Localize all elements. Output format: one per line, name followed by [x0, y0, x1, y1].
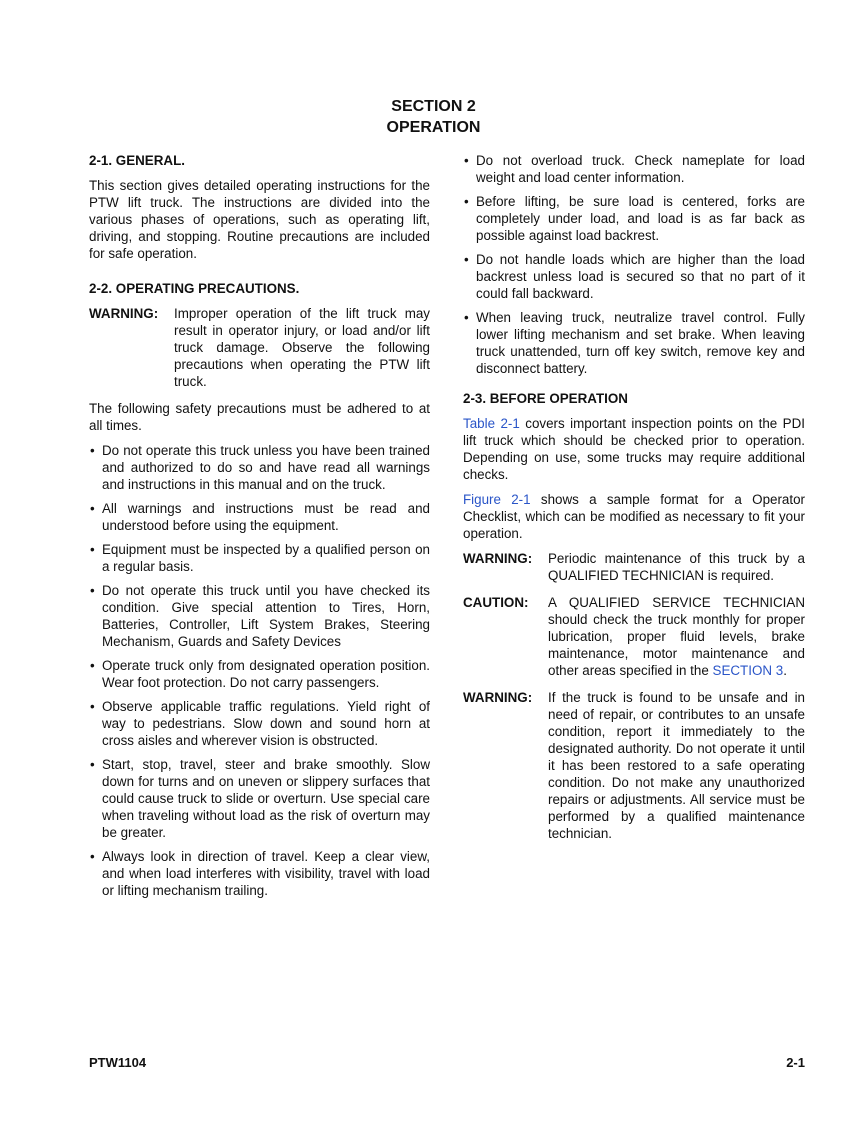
caution-text-block: [548, 594, 805, 679]
footer-page-number: 2-1: [786, 1055, 805, 1070]
list-item: • All warnings and instructions must be read and understood before using the equipment.: [89, 500, 430, 534]
list-item: • Observe applicable traffic regulations. Yield right of way to pedestrians. Slow down and sound horn at cross aisles and wherever vision is obstructed.: [89, 698, 430, 749]
warning-notice: [89, 305, 430, 390]
list-item: • Start, stop, travel, steer and brake smoothly. Slow down for turns and on uneven or slippery surfaces that could cause truck to slide or overturn. Use special care when traveling without load as the risk of overturn may be greater.: [89, 756, 430, 841]
heading-general: 2-1. GENERAL.: [89, 153, 185, 168]
before-paragraph-2-text: shows a sample format for a Operator Checklist, which can be modified as necessary to fit your operation.: [463, 492, 805, 541]
before-paragraph-1-text: covers important inspection points on the PDI lift truck which should be checked prior to operation. Depending on use, some trucks may require additional checks.: [463, 416, 805, 482]
warning-label: WARNING:: [89, 306, 159, 321]
list-item: • Before lifting, be sure load is centered, forks are completely under load, and load is as far back as possible against load backrest.: [463, 193, 805, 244]
heading-operating-precautions: 2-2. OPERATING PRECAUTIONS.: [89, 281, 300, 296]
general-paragraph: This section gives detailed operating instructions for the PTW lift truck. The instructions are divided into the various phases of operations, such as operating lift, driving, and stopping. Routine precautions are included for safe operation.: [89, 178, 430, 261]
warning-label: WARNING:: [463, 690, 533, 705]
list-item: • Do not handle loads which are higher than the load backrest unless load is secured so that no part of it could fall backward.: [463, 251, 805, 302]
heading-before-operation: 2-3. BEFORE OPERATION: [463, 391, 628, 406]
caution-text-end: .: [783, 663, 787, 678]
precautions-list-continued: [463, 152, 805, 377]
list-item: • Do not operate this truck unless you have been trained and authorized to do so and have read all warnings and instructions in this manual and on the truck.: [89, 442, 430, 493]
maintenance-warning: [463, 550, 805, 584]
list-item: • Operate truck only from designated operation position. Wear foot protection. Do not carry passengers.: [89, 657, 430, 691]
table-2-1-link[interactable]: Table 2-1: [463, 416, 520, 431]
caution-notice: [463, 594, 805, 679]
list-item: • Do not operate this truck until you have checked its condition. Give special attention to Tires, Horn, Batteries, Controller, Lift System Brakes, Steering Mechanism, Guards and Safety Devices: [89, 582, 430, 650]
section-title: OPERATION: [386, 119, 481, 136]
section-3-link[interactable]: SECTION 3: [712, 663, 784, 678]
list-item: • When leaving truck, neutralize travel control. Fully lower lifting mechanism and set brake. When leaving truck unattended, turn off key switch, remove key and disconnect battery.: [463, 309, 805, 377]
repair-warning: [463, 689, 805, 842]
figure-2-1-link[interactable]: Figure 2-1: [463, 492, 531, 507]
caution-text: A QUALIFIED SERVICE TECHNICIAN should check the truck monthly for proper lubrication, proper fluid levels, brake maintenance, motor maintenance and other areas specified in the: [548, 595, 805, 678]
caution-label: CAUTION:: [463, 595, 529, 610]
warning-text: Periodic maintenance of this truck by a QUALIFIED TECHNICIAN is required.: [548, 551, 805, 583]
left-column: [89, 152, 430, 906]
before-paragraph-2: [463, 491, 805, 542]
footer-document-id: PTW1104: [89, 1055, 147, 1070]
warning-text: Improper operation of the lift truck may result in operator injury, or load and/or lift truck damage. Observe the following precautions when operating the PTW lift truck.: [174, 306, 430, 389]
section-header: [0, 96, 867, 138]
before-paragraph-1: [463, 415, 805, 483]
list-item: • Always look in direction of travel. Keep a clear view, and when load interferes with visibility, travel with load or lifting mechanism trailing.: [89, 848, 430, 899]
right-column: [463, 152, 805, 852]
list-item: • Do not overload truck. Check nameplate for load weight and load center information.: [463, 152, 805, 186]
warning-text: If the truck is found to be unsafe and in need of repair, or contributes to an unsafe condition, report it immediately to the designated authority. Do not operate it until it has been restored to a safe operating condition. Do not make any unauthorized repairs or adjustments. All service must be performed by a qualified maintenance technician.: [548, 690, 805, 841]
precautions-list: [89, 442, 430, 899]
warning-label: WARNING:: [463, 551, 533, 566]
list-item: • Equipment must be inspected by a qualified person on a regular basis.: [89, 541, 430, 575]
precautions-intro: The following safety precautions must be adhered to at all times.: [89, 401, 430, 433]
section-number: SECTION 2: [391, 98, 476, 115]
